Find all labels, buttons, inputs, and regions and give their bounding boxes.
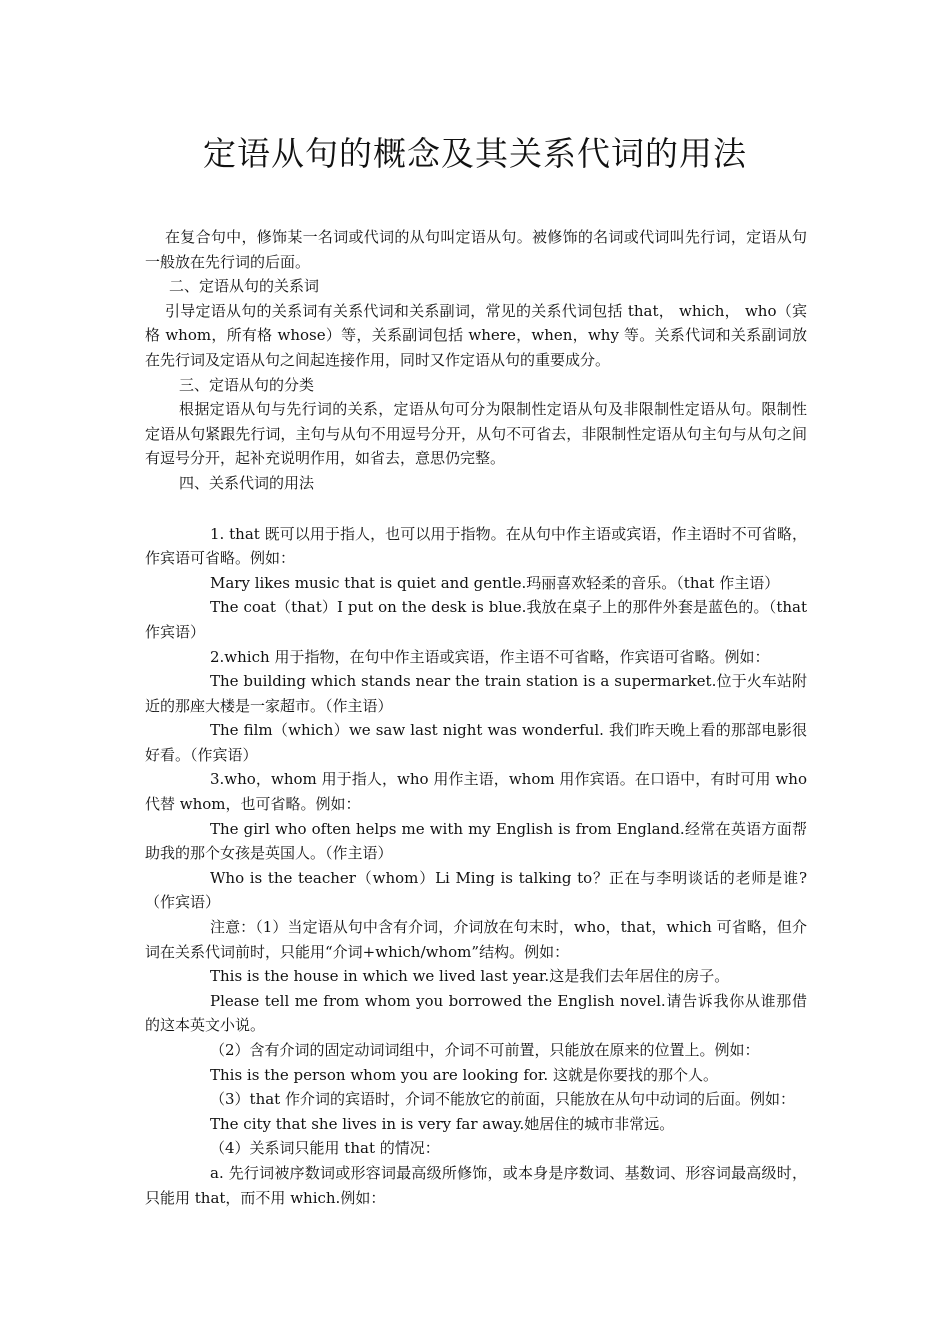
example-sentence: Please tell me from whom you borrowed the English novel.请告诉我你从谁那借的这本英文小说。 xyxy=(145,991,807,1035)
paragraph: 2.which 用于指物，在句中作主语或宾语，作主语不可省略，作宾语可省略。例如： xyxy=(210,647,770,666)
paragraph: 根据定语从句与先行词的关系，定语从句可分为限制性定语从句及非限制性定语从句。限制性定语从句紧跟先行词，主句与从句不用逗号分开，从句不可省去，非限制性定语从句主句与从句之间有逗号分开，起补充说明作用，如省去，意思仍完整。 xyxy=(145,400,807,468)
blank-line xyxy=(145,496,807,522)
example-sentence: The building which stands near the train station is a supermarket.位于火车站附近的那座大楼是一家超市。（作主语） xyxy=(145,672,807,715)
section-heading: 二、定语从句的关系词 xyxy=(169,277,320,296)
example-sentence: The film（which）we saw last night was wonderful. 我们昨天晚上看的那部电影很好看。（作宾语） xyxy=(145,721,807,764)
note-paragraph: （2）含有介词的固定动词词组中，介词不可前置，只能放在原来的位置上。例如： xyxy=(210,1041,760,1059)
paragraph: 引导定语从句的关系词有关系代词和关系副词，常见的关系代词包括 that， which， who（宾格 whom，所有格 whose）等，关系副词包括 where，when，why 等。关系代词和关系副词放在先行词及定语从句之间起连接作用，同时又作定语从句的重要成分。 xyxy=(145,301,807,369)
example-sentence: The coat（that）I put on the desk is blue.我放在桌子上的那件外套是蓝色的。（that 作宾语） xyxy=(145,598,807,641)
paragraph: 1. that 既可以用于指人，也可以用于指物。在从句中作主语或宾语，作主语时不可省略，作宾语可省略。例如： xyxy=(145,524,807,568)
paragraph: 在复合句中，修饰某一名词或代词的从句叫定语从句。被修饰的名词或代词叫先行词，定语从句一般放在先行词的后面。 xyxy=(145,228,807,271)
example-sentence: This is the house in which we lived last year.这是我们去年居住的房子。 xyxy=(210,967,730,986)
example-sentence: This is the person whom you are looking for. 这就是你要找的那个人。 xyxy=(210,1065,718,1084)
paragraph: 3.who，whom 用于指人，who 用作主语，whom 用作宾语。在口语中，有时可用 who 代替 whom，也可省略。例如： xyxy=(145,770,807,814)
note-paragraph: （4）关系词只能用 that 的情况： xyxy=(210,1139,440,1158)
paragraph: a. 先行词被序数词或形容词最高级所修饰，或本身是序数词、基数词、形容词最高级时，只能用 that，而不用 which.例如： xyxy=(145,1163,807,1207)
note-paragraph: （3）that 作介词的宾语时，介词不能放它的前面，只能放在从句中动词的后面。例如： xyxy=(210,1090,795,1109)
example-sentence: Mary likes music that is quiet and gentle.玛丽喜欢轻柔的音乐。（that 作主语） xyxy=(210,573,780,592)
section-heading: 三、定语从句的分类 xyxy=(179,375,315,394)
page-title: 定语从句的概念及其关系代词的用法 xyxy=(203,134,747,173)
example-sentence: Who is the teacher（whom）Li Ming is talking to？正在与李明谈话的老师是谁?（作宾语） xyxy=(145,868,807,912)
example-sentence: The city that she lives in is very far away.她居住的城市非常远。 xyxy=(210,1114,675,1133)
example-sentence: The girl who often helps me with my English is from England.经常在英语方面帮助我的那个女孩是英国人。（作主语） xyxy=(145,819,807,863)
section-heading: 四、关系代词的用法 xyxy=(179,473,315,492)
note-paragraph: 注意：（1）当定语从句中含有介词，介词放在句末时，who，that，which 可省略，但介词在关系代词前时，只能用“介词+which/whom”结构。例如： xyxy=(145,918,807,961)
document-body xyxy=(145,225,807,1210)
